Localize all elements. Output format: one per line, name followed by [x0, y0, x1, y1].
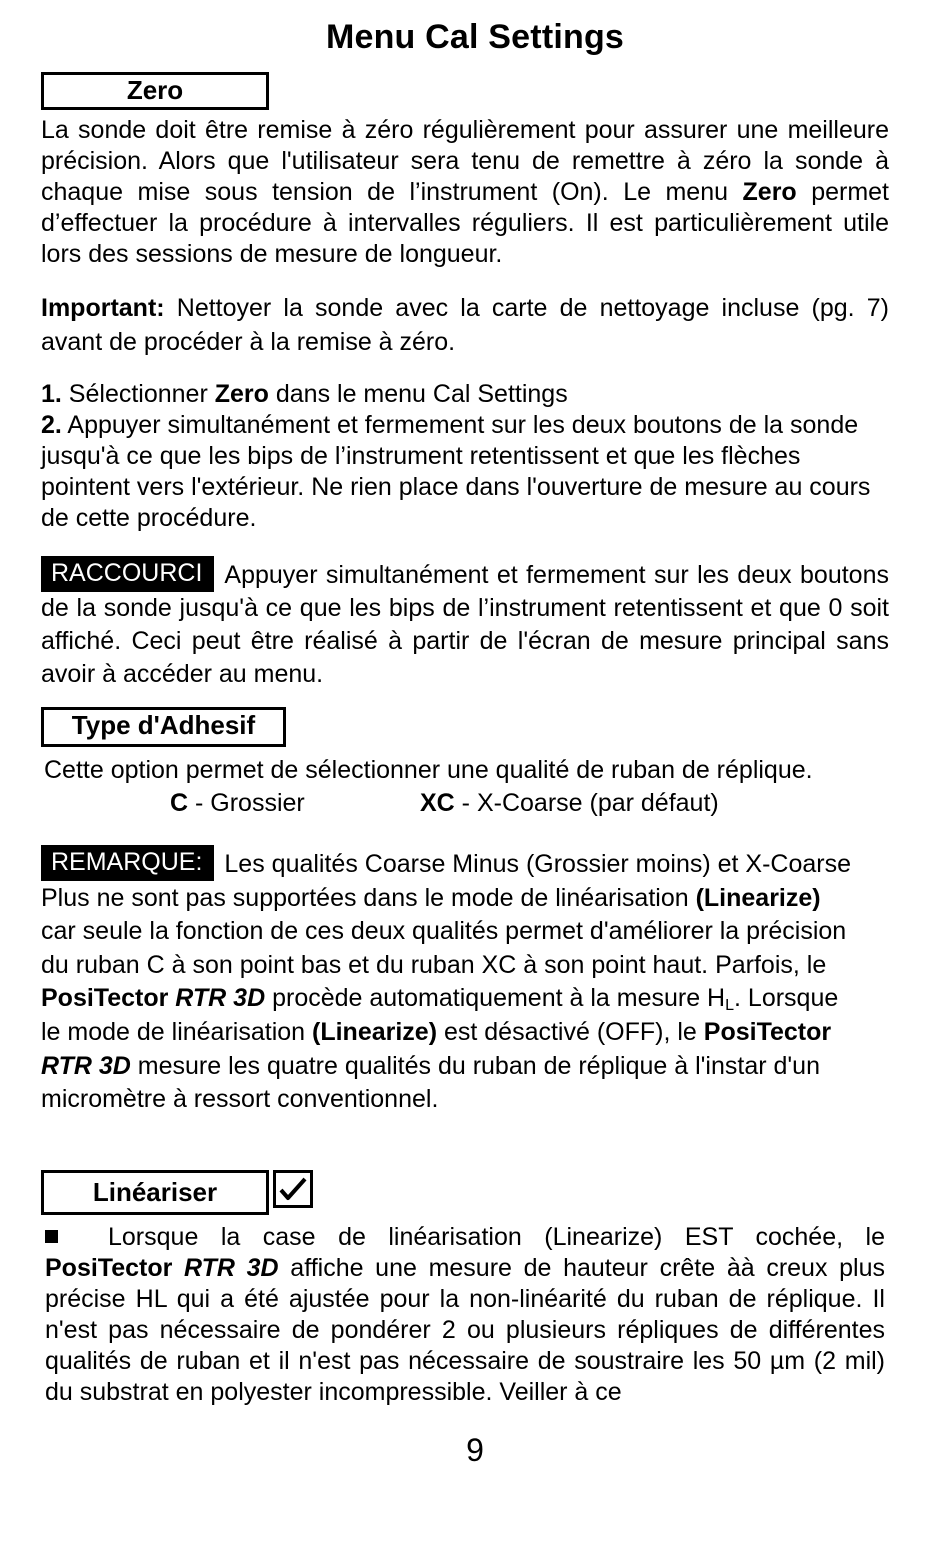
option-xc-label: - X-Coarse (par défaut) — [454, 789, 719, 817]
note-text-6: mesure les quatre qualités du ruban de réplique à l'instar d'un micromètre à ressort conventionnel. — [41, 1051, 820, 1114]
adhesive-heading: Type d'Adhesif — [41, 707, 286, 747]
step-2-text: Appuyer simultanément et fermement sur les deux boutons de la sonde jusqu'à ce que les bips de l’instrument retentissent et que les flèches pointent vers l'extérieur. Ne rien place dans l'ouverture de mesure au cours de cette procédure. — [41, 411, 871, 532]
note-text-3: procède automatiquement à la mesure H — [265, 984, 726, 1013]
note-text-5: est désactivé (OFF), le — [437, 1017, 704, 1046]
note-bold-linearize-2: (Linearize) — [312, 1017, 438, 1046]
option-c-code: C — [170, 789, 189, 817]
step-1-text-a: Sélectionner — [61, 380, 215, 408]
note-model-2: RTR 3D — [41, 1051, 131, 1080]
step-2 — [41, 410, 889, 534]
option-xc-code: XC — [420, 789, 455, 817]
adhesive-description: Cette option permet de sélectionner une qualité de ruban de réplique. — [44, 756, 813, 784]
note-brand-1: PosiTector — [41, 984, 169, 1013]
step-2-number: 2. — [41, 411, 62, 439]
linearize-brand: PosiTector — [45, 1254, 173, 1282]
step-1-number: 1. — [41, 380, 62, 408]
shortcut-text: Appuyer simultanément et fermement sur les deux boutons de la sonde jusqu'à ce que les bips de l’instrument retentissent et que 0 soit affiché. Ceci peut être réalisé à partir de l'écran de mesure principal sans avoir à accéder au menu. — [41, 561, 889, 688]
bullet-icon — [45, 1230, 58, 1243]
linearize-bullet-paragraph — [45, 1222, 885, 1408]
note-text-4: . Lorsque le mode de linéarisation — [41, 984, 839, 1046]
note-tag: REMARQUE: — [41, 845, 214, 881]
note-subscript: L — [725, 997, 735, 1015]
note-bold-linearize-1: (Linearize) — [695, 883, 821, 912]
linearize-model: RTR 3D — [184, 1254, 279, 1282]
step-1-text-b: dans le menu Cal Settings — [268, 380, 568, 408]
option-c — [170, 788, 305, 819]
zero-intro-text-1: La sonde doit être remise à zéro régulièrement pour assurer une meilleure précision. Alors que l'utilisateur sera tenu de remettre à zéro la sonde à chaque mise sous tension de l’instrument (On). Le menu — [41, 116, 889, 206]
zero-intro-text-2: permet d’effectuer la procédure à intervalles réguliers. Il est particulièrement utile lors des sessions de mesure de longueur. — [41, 178, 889, 268]
important-text: Nettoyer la sonde avec la carte de nettoyage incluse (pg. 7) avant de procéder à la remise à zéro. — [41, 294, 889, 356]
note-text-2: car seule la fonction de ces deux qualités permet d'améliorer la précision du ruban C à son point bas et du ruban XC à son point haut. Parfois, le — [41, 917, 847, 979]
linearize-text-2: affiche une mesure de hauteur crête àà creux plus précise HL qui a été ajustée pour la non-linéarité du ruban de réplique. Il n'est pas nécessaire de pondérer 2 ou plusieurs répliques de différentes qualités de ruban et il n'est pas nécessaire de soustraire les 50 µm (2 mil) du substrat en polyester incompressible. Veiller à ce — [45, 1254, 885, 1406]
shortcut-paragraph — [41, 559, 889, 691]
option-xc — [420, 788, 719, 819]
note-model-1: RTR 3D — [175, 984, 266, 1013]
note-brand-2: PosiTector — [703, 1017, 832, 1046]
step-1 — [41, 379, 889, 410]
zero-intro-bold: Zero — [742, 178, 797, 206]
note-text-1: Les qualités Coarse Minus (Grossier moins) et X-Coarse Plus ne sont pas supportées dans le mode de linéarisation — [41, 850, 852, 912]
important-label: Important: — [41, 294, 165, 322]
zero-intro-paragraph — [41, 115, 889, 270]
linearize-checkbox[interactable] — [273, 1170, 313, 1208]
shortcut-tag: RACCOURCI — [41, 556, 214, 592]
step-1-bold: Zero — [214, 380, 269, 408]
important-paragraph — [41, 291, 889, 359]
linearize-text-1: Lorsque la case de linéarisation (Linearize) EST cochée, le — [108, 1223, 885, 1251]
linearize-heading: Linéariser — [41, 1170, 269, 1215]
page-number: 9 — [466, 1432, 484, 1468]
checkmark-icon — [278, 1176, 308, 1202]
page-title: Menu Cal Settings — [325, 18, 625, 56]
zero-heading: Zero — [41, 72, 269, 110]
note-paragraph — [41, 848, 861, 1117]
option-c-label: - Grossier — [188, 789, 305, 817]
